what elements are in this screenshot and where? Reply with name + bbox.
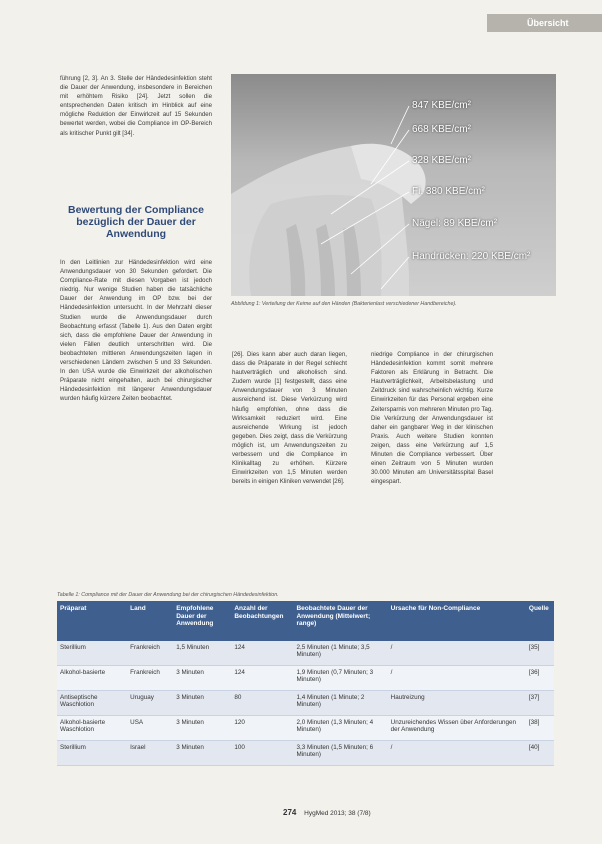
table-cell: / xyxy=(388,641,526,666)
column-1-main-text xyxy=(60,258,212,404)
photo-label-3: 328 KBE/cm² xyxy=(412,155,471,166)
column-header: Quelle xyxy=(526,601,554,641)
table-cell: Sterillium xyxy=(57,641,127,666)
table-cell: Antiseptische Waschlotion xyxy=(57,691,127,716)
hand-photo xyxy=(231,74,556,296)
table-cell: Sterillium xyxy=(57,741,127,766)
paragraph: niedrige Compliance in der chirurgischen Händedesinfektion kommt somit mehrere Faktoren als Erklärung in Betracht. Die Hautverträglichkeit, Arbeitsbelastung und Zeitdruck sind wahrscheinlich wichtig. Kurze Einwirkzeiten für das Personal ergeben eine Zeitersparnis von mehreren Minuten pro Tag. Die Verkürzung der Anwendungsdauer ist daher ein gangbarer Weg in der klinischen Praxis. Auch weitere Studien konnten zeigen, dass eine Verkürzung auf 1,5 Minuten die Compliance verbessert. Über einen Zeitraum von 5 Minuten wurden 30.000 Minuten am Universitätsspital Basel eingespart. xyxy=(371,351,493,486)
photo-label-5: Nägel: 89 KBE/cm² xyxy=(412,218,498,229)
table-cell: 3 Minuten xyxy=(173,691,231,716)
table-cell: Unzureichendes Wissen über Anforderungen der Anwendung xyxy=(388,716,526,741)
table-cell: 120 xyxy=(231,716,293,741)
column-2-text xyxy=(232,350,347,486)
table-cell: 1,9 Minuten (0,7 Minuten; 3 Minuten) xyxy=(293,666,387,691)
section-heading: Bewertung der Compliance bezüglich der Dauer der Anwendung xyxy=(68,204,204,240)
paragraph: führung [2, 3]. An 3. Stelle der Händedesinfektion steht die Dauer der Anwendung, insbesondere in Bereichen mit erhöhtem Risiko [24]. Jetzt sollen die entsprechenden Daten kritisch im Hinblick auf eine mögliche Reduktion der Einwirkzeit auf 15 Sekunden bewertet werden, wobei die Compliance im OP-Bereich als kritischer Punkt gilt [34]. xyxy=(60,75,212,137)
table-cell: 2,0 Minuten (1,3 Minuten; 4 Minuten) xyxy=(293,716,387,741)
column-1-top-text xyxy=(60,74,212,138)
table-row xyxy=(57,641,554,666)
paragraph: In den Leitlinien zur Händedesinfektion wird eine Anwendungsdauer von 30 Sekunden gefordert. Die Compliance-Rate mit diesen Vorgaben ist jedoch niedrig. Nur wenige Studien haben die tatsächliche Dauer der Anwendung im OP bzw. bei der Händedesinfektion untersucht. In der Mehrzahl dieser Studien wurde die Anwendungsdauer durch Beobachtung erfasst (Tabelle 1). Aus den Daten ergibt sich, dass die empfohlene Dauer der Anwendung in vielen Fällen deutlich unterschritten wird. Die beobachteten mittleren Anwendungszeiten lagen in verschiedenen Ländern zwischen 5 und 33 Sekunden. In den USA wurde die Einwirkzeit der alkoholischen Präparate nicht eingehalten, auch bei chirurgischer Händedesinfektion mit längerer Anwendungsdauer wurden häufig kürzere Zeiten beobachtet. xyxy=(60,259,212,403)
photo-label-6: Handrücken: 220 KBE/cm² xyxy=(412,251,531,262)
table-cell: / xyxy=(388,741,526,766)
paragraph: [26]. Dies kann aber auch daran liegen, dass die Präparate in der Regel schlecht hautverträglich und alkoholisch sind. Zudem wurde [1] festgestellt, dass eine Anwendungsdauer von 3 Minuten ausreichend ist. Diese Verkürzung wird häufig empfohlen, ohne dass die Wirksamkeit reduziert wird. Eine ausreichende Wirkung ist jedoch gegeben. Dies zeigt, dass die Verkürzung möglich ist, um Anwendungszeiten zu verbessern und die Compliance im Klinikalltag zu erhöhen. Kürzere Einwirkzeiten von 1,5 Minuten werden bereits in einigen Kliniken verwendet [26]. xyxy=(232,351,347,486)
column-3-text xyxy=(371,350,493,486)
table-cell: 3,3 Minuten (1,5 Minuten; 6 Minuten) xyxy=(293,741,387,766)
table-cell: 124 xyxy=(231,666,293,691)
hand-illustration xyxy=(231,74,556,296)
table-cell: [36] xyxy=(526,666,554,691)
photo-label-4: Fi. 380 KBE/cm² xyxy=(412,186,485,197)
journal-name: HygMed 2013; 38 (7/8) xyxy=(304,810,371,817)
table-cell: [38] xyxy=(526,716,554,741)
table-header-row xyxy=(57,601,554,641)
table-caption: Tabelle 1: Compliance mit der Dauer der Anwendung bei der chirurgischen Händedesinfektion. xyxy=(57,592,279,598)
table-row xyxy=(57,691,554,716)
table-cell: USA xyxy=(127,716,173,741)
page-number: 274 xyxy=(283,808,297,817)
table-row xyxy=(57,741,554,766)
table-cell: [35] xyxy=(526,641,554,666)
table-row xyxy=(57,716,554,741)
table-cell: Alkohol-basierte xyxy=(57,666,127,691)
table-cell: / xyxy=(388,666,526,691)
section-tag: Übersicht xyxy=(487,14,602,32)
table-cell: Uruguay xyxy=(127,691,173,716)
column-header: Land xyxy=(127,601,173,641)
table-cell: [40] xyxy=(526,741,554,766)
table-cell: 3 Minuten xyxy=(173,716,231,741)
table-cell: 3 Minuten xyxy=(173,666,231,691)
column-header: Ursache für Non-Compliance xyxy=(388,601,526,641)
column-header: Empfohlene Dauer der Anwendung xyxy=(173,601,231,641)
table-cell: 80 xyxy=(231,691,293,716)
table-cell: 2,5 Minuten (1 Minute; 3,5 Minuten) xyxy=(293,641,387,666)
table-cell: 124 xyxy=(231,641,293,666)
table-cell: Frankreich xyxy=(127,666,173,691)
table-cell: [37] xyxy=(526,691,554,716)
table-cell: Israel xyxy=(127,741,173,766)
table-cell: 100 xyxy=(231,741,293,766)
column-header: Anzahl der Beobachtungen xyxy=(231,601,293,641)
table-cell: 1,4 Minuten (1 Minute; 2 Minuten) xyxy=(293,691,387,716)
column-header: Präparat xyxy=(57,601,127,641)
column-header: Beobachtete Dauer der Anwendung (Mittelwert; range) xyxy=(293,601,387,641)
table-cell: 1,5 Minuten xyxy=(173,641,231,666)
figure-caption: Abbildung 1: Verteilung der Keime auf den Händen (Bakterienlast verschiedener Handbereiche). xyxy=(231,301,457,307)
table-cell: 3 Minuten xyxy=(173,741,231,766)
page-footer xyxy=(283,808,371,817)
photo-label-1: 847 KBE/cm² xyxy=(412,100,471,111)
table-cell: Frankreich xyxy=(127,641,173,666)
compliance-table xyxy=(57,601,554,766)
table-cell: Hautreizung xyxy=(388,691,526,716)
photo-label-2: 668 KBE/cm² xyxy=(412,124,471,135)
table-cell: Alkohol-basierte Waschlotion xyxy=(57,716,127,741)
table-row xyxy=(57,666,554,691)
